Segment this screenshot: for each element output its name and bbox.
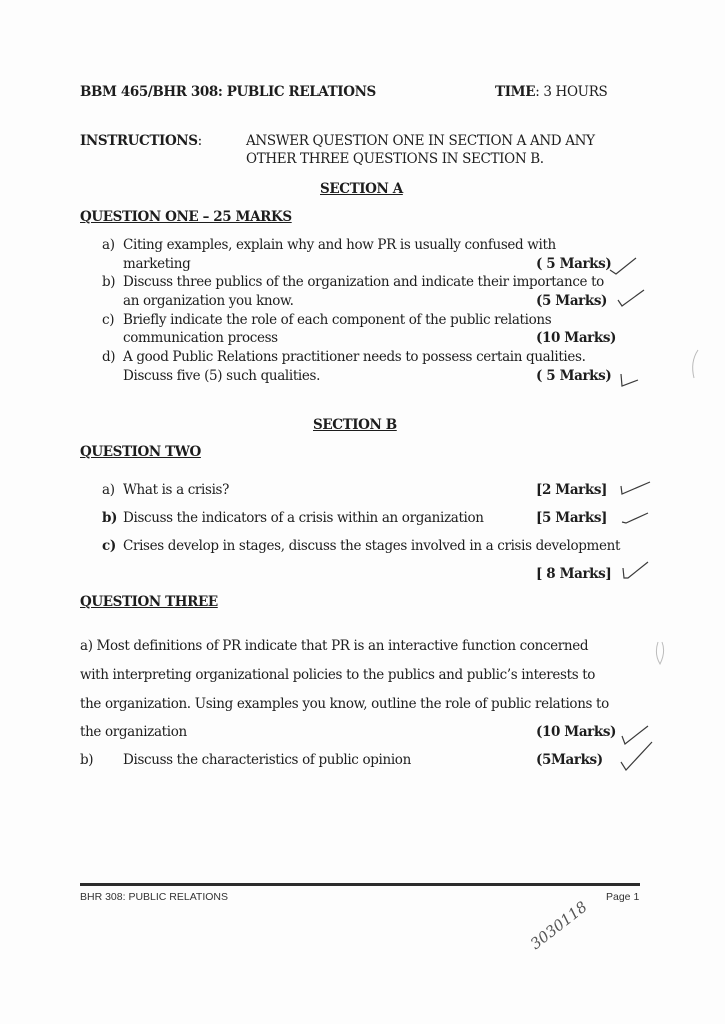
q2-item-b-marks: [5 Marks] bbox=[536, 510, 608, 526]
instructions-line-2: OTHER THREE QUESTIONS IN SECTION B. bbox=[246, 151, 544, 167]
q1-item-b-letter: b) bbox=[102, 274, 116, 290]
q2-item-b-letter: b) bbox=[102, 510, 118, 526]
time-value: : 3 HOURS bbox=[535, 84, 608, 100]
instructions-line-1: ANSWER QUESTION ONE IN SECTION A AND ANY bbox=[246, 133, 595, 149]
check-mark-icon bbox=[618, 478, 652, 498]
q3-b-text: Discuss the characteristics of public opinion bbox=[123, 752, 411, 768]
check-mark-icon bbox=[618, 370, 642, 390]
q2-item-c-text: Crises develop in stages, discuss the stages involved in a crisis development bbox=[123, 538, 621, 554]
q1-item-b-line1: Discuss three publics of the organization and indicate their importance to bbox=[123, 274, 604, 290]
q2-item-a-letter: a) bbox=[102, 482, 115, 498]
q3-a-line-1: a) Most definitions of PR indicate that PR is an interactive function concerned bbox=[80, 638, 589, 654]
question-two-title: QUESTION TWO bbox=[80, 444, 201, 460]
instructions-label-text: INSTRUCTIONS bbox=[80, 133, 198, 149]
q1-item-c-letter: c) bbox=[102, 312, 115, 328]
check-mark-icon bbox=[620, 510, 650, 526]
q1-item-a-line2: marketing bbox=[123, 256, 191, 272]
footer-rule bbox=[80, 883, 640, 886]
margin-mark-icon bbox=[654, 640, 668, 666]
q1-item-a-line1: Citing examples, explain why and how PR is usually confused with bbox=[123, 237, 556, 253]
q3-a-line-3: the organization. Using examples you know, outline the role of public relations to bbox=[80, 696, 609, 712]
q2-item-a-text: What is a crisis? bbox=[123, 482, 230, 498]
q3-a-marks: (10 Marks) bbox=[536, 724, 617, 740]
q1-item-d-letter: d) bbox=[102, 349, 116, 365]
q3-a-line-4: the organization bbox=[80, 724, 187, 740]
q1-item-a-letter: a) bbox=[102, 237, 115, 253]
check-mark-icon bbox=[618, 740, 654, 774]
handwritten-note: 3030118 bbox=[526, 897, 591, 953]
footer-page-number: Page 1 bbox=[606, 891, 640, 903]
q2-item-c-marks: [ 8 Marks] bbox=[536, 566, 612, 582]
time-label: TIME bbox=[495, 84, 536, 100]
q1-item-d-line1: A good Public Relations practitioner needs to possess certain qualities. bbox=[123, 349, 586, 365]
q1-item-c-marks: (10 Marks) bbox=[536, 330, 617, 346]
exam-time bbox=[495, 84, 607, 100]
q1-item-d-line2: Discuss five (5) such qualities. bbox=[123, 368, 321, 384]
question-three-title: QUESTION THREE bbox=[80, 594, 218, 610]
q1-item-a-marks: ( 5 Marks) bbox=[536, 256, 612, 272]
section-b-title: SECTION B bbox=[313, 417, 397, 433]
question-one-title: QUESTION ONE – 25 MARKS bbox=[80, 209, 292, 225]
q2-item-b-text: Discuss the indicators of a crisis within an organization bbox=[123, 510, 484, 526]
check-mark-icon bbox=[620, 560, 650, 582]
q2-item-c-letter: c) bbox=[102, 538, 116, 554]
check-mark-icon bbox=[608, 256, 638, 276]
section-a-title: SECTION A bbox=[320, 181, 403, 197]
q1-item-b-marks: (5 Marks) bbox=[536, 293, 608, 309]
q1-item-c-line2: communication process bbox=[123, 330, 278, 346]
instructions-colon: : bbox=[197, 133, 202, 149]
margin-mark-icon bbox=[688, 348, 702, 382]
q3-b-letter: b) bbox=[80, 752, 94, 768]
footer-course: BHR 308: PUBLIC RELATIONS bbox=[80, 891, 229, 903]
instructions-label bbox=[80, 133, 202, 149]
check-mark-icon bbox=[616, 286, 646, 310]
q1-item-b-line2: an organization you know. bbox=[123, 293, 294, 309]
q1-item-d-marks: ( 5 Marks) bbox=[536, 368, 612, 384]
q2-item-a-marks: [2 Marks] bbox=[536, 482, 608, 498]
q1-item-c-line1: Briefly indicate the role of each component of the public relations bbox=[123, 312, 552, 328]
q3-a-line-2: with interpreting organizational policies to the publics and public’s interests to bbox=[80, 667, 596, 683]
q3-b-marks: (5Marks) bbox=[536, 752, 603, 768]
course-title: BBM 465/BHR 308: PUBLIC RELATIONS bbox=[80, 84, 376, 100]
